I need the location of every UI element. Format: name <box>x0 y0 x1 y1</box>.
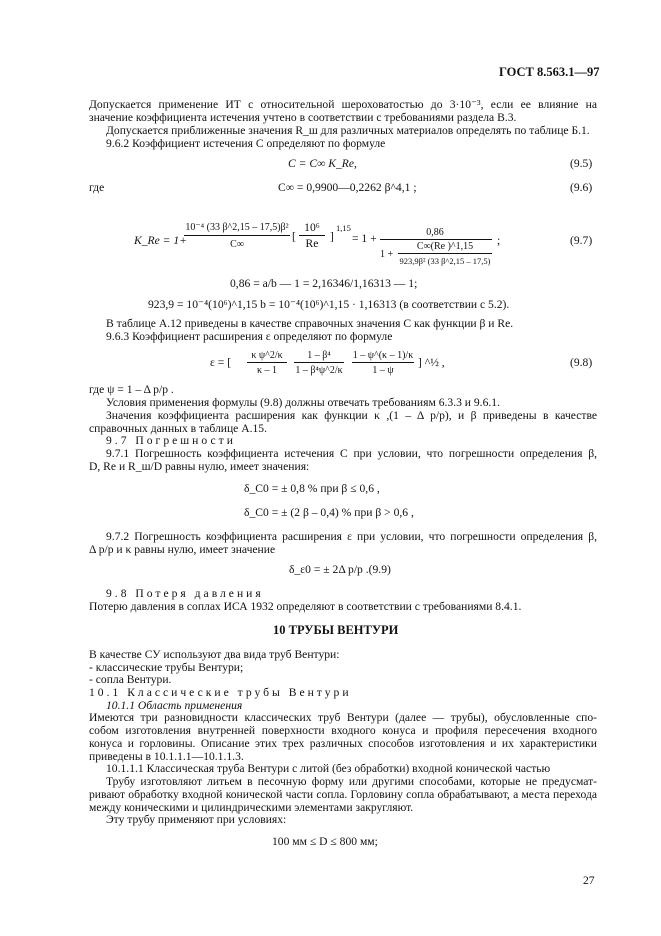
text-line: Значения коэффициента расширения как функции κ ,(1 – Δ p/p), и β приведены в качестве <box>106 409 597 422</box>
text-line: В качестве СУ используют два вида труб Вентури: <box>89 648 340 661</box>
fraction-numerator: 0,86 <box>426 227 444 238</box>
section-heading: 10.1.1.1 Классическая труба Вентури с литой (без обработки) входной конической частью <box>106 762 551 775</box>
text-line: D, Re и R_ш/D равны нулю, имеет значения: <box>89 460 310 473</box>
text-line: Имеются три разновидности классических труб Вентури (далее — трубы), обусловленные спо- <box>89 711 597 724</box>
text-line: Потерю давления в соплах ИСА 1932 определяют в соответствии с требованиями 8.4.1. <box>89 600 522 613</box>
fraction-numerator: 1 – β⁴ <box>307 350 331 361</box>
text-line: 9.7.1 Погрешность коэффициента истечения C при условии, что погрешности определения β, <box>106 447 597 460</box>
fraction-bar <box>247 362 287 363</box>
bracket-right: ] <box>330 230 334 243</box>
fraction-bar <box>352 362 414 363</box>
text-line: собом изготовления внутренней поверхности входного конуса и профиля пересечения входного <box>89 724 597 737</box>
formula-number: (9.6) <box>570 181 593 194</box>
fraction-denominator: 923,9β² (33 β^2,15 – 17,5) <box>399 256 491 266</box>
formula-part: ; <box>497 234 501 247</box>
fraction-denominator: C∞ <box>230 239 244 250</box>
text-line: справочных данных в таблице А.15. <box>89 422 267 435</box>
text-line: Допускается приближенные значения R_ш для различных материалов определять по таблице Б.1. <box>106 124 590 137</box>
text-line: приведены в 10.1.1.1—10.1.1.3. <box>89 750 244 763</box>
section-title: 10 ТРУБЫ ВЕНТУРИ <box>273 623 399 637</box>
section-heading: 9.8 Потеря давления <box>106 587 264 600</box>
page-number: 27 <box>583 874 595 887</box>
fraction-denominator: κ – 1 <box>256 365 278 376</box>
text-line: Трубу изготовляют литьем в песочную форму или другими способами, которые не предусмат- <box>106 775 597 788</box>
where-label: где <box>89 181 105 194</box>
formula: C = C∞ K_Re, <box>288 157 357 170</box>
section-heading: 10.1.1 Область применения <box>106 699 243 712</box>
formula-part: = 1 + <box>352 232 377 245</box>
text-line: Δ p/p и κ равны нулю, имеет значение <box>89 543 276 556</box>
formula-part: ] ^½ , <box>418 356 445 369</box>
formula-part: 1 + <box>380 249 394 260</box>
formula: 100 мм ≤ D ≤ 800 мм; <box>272 835 378 848</box>
fraction-denominator: 1 – ψ <box>372 365 394 376</box>
formula: δ_C0 = ± 0,8 % при β ≤ 0,6 , <box>244 482 380 495</box>
fraction-numerator: 10⁶ <box>304 221 320 234</box>
text-line: между коническими и цилиндрическими элементами закругляют. <box>89 801 414 814</box>
formula-lhs: ε = [ <box>210 356 232 369</box>
fraction-bar <box>294 362 344 363</box>
formula: 923,9 = 10⁻⁴(10⁶)^1,15 b = 10⁻⁴(10⁶)^1,15 · 1,16313 (в соответствии с 5.2). <box>148 298 510 311</box>
section-heading: 9.7 Погрешности <box>106 434 236 447</box>
document-id: ГОСТ 8.563.1—97 <box>499 65 600 79</box>
formula: 0,86 = a/b — 1 = 2,16346/1,16313 — 1; <box>230 277 418 290</box>
text-line: Эту трубу применяют при условиях: <box>106 813 287 826</box>
fraction-bar <box>184 235 290 236</box>
fraction-numerator: 1 – ψ^(κ – 1)/κ <box>352 350 414 361</box>
formula-number: (9.8) <box>570 356 593 369</box>
section-heading: 9.6.3 Коэффициент расширения ε определяют по формуле <box>106 330 393 343</box>
list-item: - классические трубы Вентури; <box>89 661 244 674</box>
fraction-numerator: κ ψ^2/κ <box>251 350 283 361</box>
exponent: 1,15 <box>336 223 351 233</box>
text-line: где ψ = 1 – Δ p/p . <box>89 383 174 396</box>
text-line: конуса и горловины. Описание этих трех различных способов изготовления и их характеристики <box>89 737 597 750</box>
formula-lhs: K_Re = 1+ <box>134 234 187 247</box>
formula-number: (9.5) <box>570 157 593 170</box>
text-line: ривают обработку входной конической части сопла. Горловину сопла обрабатывают, а места перехода <box>89 788 597 801</box>
text-line: 9.7.2 Погрешность коэффициента расширения ε при условии, что погрешности определения β, <box>106 530 597 543</box>
section-heading: 9.6.2 Коэффициент истечения C определяют по формуле <box>106 137 386 150</box>
section-heading: 10.1 Классические трубы Вентури <box>89 686 352 699</box>
fraction-numerator: 10⁻⁴ (33 β^2,15 – 17,5)β² <box>185 222 289 233</box>
bracket-left: [ <box>292 230 296 243</box>
fraction-bar <box>299 235 325 236</box>
fraction-numerator: C∞(Re )^1,15 <box>416 241 474 252</box>
text-line: В таблице А.12 приведены в качестве справочных значения C как функции β и Re. <box>106 317 514 330</box>
fraction-denominator: 1 – β⁴ψ^2/κ <box>295 365 343 376</box>
text-line: Допускается применение ИТ с относительной шероховатостью до 3·10⁻³, если ее влияние на <box>89 98 597 111</box>
fraction-denominator: Re <box>305 237 319 250</box>
text-line: Условия применения формулы (9.8) должны отвечать требованиям 6.3.3 и 9.6.1. <box>106 396 500 409</box>
formula: C∞ = 0,9900—0,2262 β^4,1 ; <box>278 181 417 194</box>
list-item: - сопла Вентури. <box>89 673 172 686</box>
formula: δ_C0 = ± (2 β – 0,4) % при β > 0,6 , <box>244 506 414 519</box>
formula: δ_ε0 = ± 2Δ p/p .(9.9) <box>289 563 391 576</box>
text-line: значение коэффициента истечения учтено в соответствии с требованиями раздела В.3. <box>89 111 517 124</box>
fraction-bar <box>398 253 492 254</box>
formula-number: (9.7) <box>570 234 593 247</box>
